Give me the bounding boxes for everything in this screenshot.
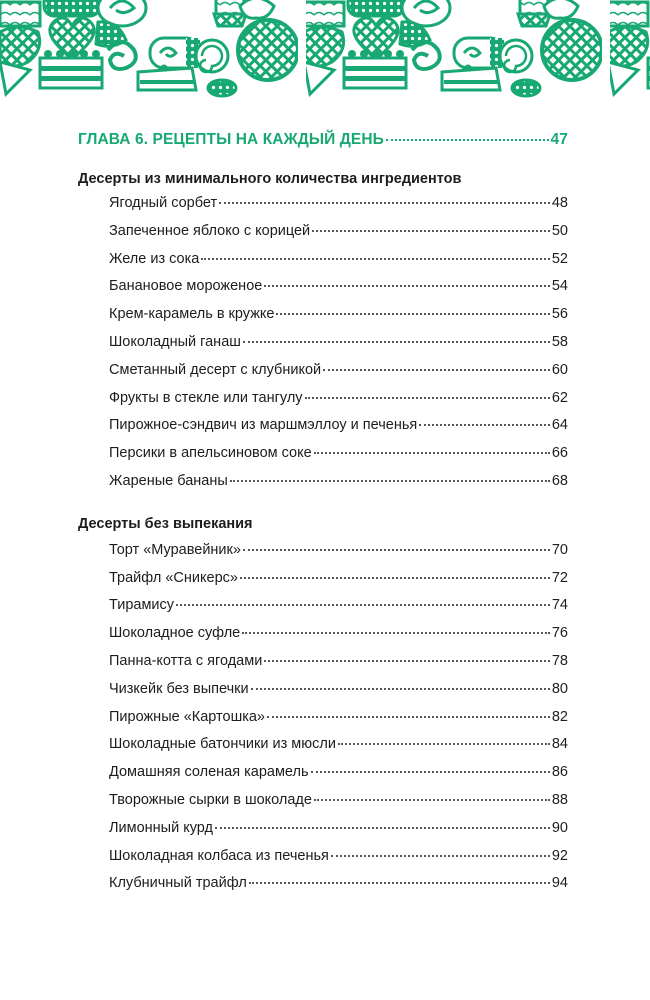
entry-title: Банановое мороженое (109, 278, 263, 295)
entry-page-number: 82 (551, 708, 568, 725)
entry-page-number: 90 (551, 819, 568, 836)
dot-leader (249, 882, 550, 884)
toc-entry[interactable] (109, 848, 568, 876)
toc-entry[interactable] (109, 195, 568, 223)
entry-title: Персики в апельсиновом соке (109, 445, 312, 462)
entry-title: Лимонный курд (109, 819, 213, 836)
toc-entry[interactable] (109, 223, 568, 251)
dot-leader (338, 743, 550, 745)
dot-leader (240, 577, 550, 579)
dot-leader (264, 285, 550, 287)
entry-page-number: 72 (551, 569, 568, 586)
entry-page-number: 60 (551, 361, 568, 378)
entry-page-number: 88 (551, 791, 568, 808)
entry-page-number: 92 (551, 847, 568, 864)
dot-leader (305, 397, 550, 399)
entry-page-number: 86 (551, 764, 568, 781)
entry-page-number: 66 (551, 445, 568, 462)
entry-title: Фрукты в стекле или тангулу (109, 389, 303, 406)
entry-page-number: 76 (551, 625, 568, 642)
entry-title: Пирожные «Картошка» (109, 708, 265, 725)
entry-title: Панна-котта с ягодами (109, 652, 263, 669)
dessert-banner (0, 0, 650, 100)
toc-entry[interactable] (109, 820, 568, 848)
toc-entry[interactable] (109, 278, 568, 306)
entry-title: Клубничный трайфл (109, 875, 247, 892)
entry-page-number: 68 (551, 472, 568, 489)
toc-entry[interactable] (109, 681, 568, 709)
dot-leader (323, 369, 550, 371)
entry-page-number: 50 (551, 222, 568, 239)
toc-entry[interactable] (109, 709, 568, 737)
toc-entry[interactable] (109, 306, 568, 334)
dot-leader (314, 452, 550, 454)
toc-entry[interactable] (109, 251, 568, 279)
toc-entry[interactable] (109, 736, 568, 764)
dot-leader (386, 139, 549, 141)
entry-title: Шоколадный ганаш (109, 333, 241, 350)
dot-leader (276, 313, 549, 315)
entry-page-number: 56 (551, 306, 568, 323)
entry-page-number: 70 (551, 541, 568, 558)
entry-title: Шоколадное суфле (109, 625, 241, 642)
toc-entry[interactable] (109, 417, 568, 445)
dot-leader (242, 632, 550, 634)
section-entries (109, 195, 568, 501)
entry-title: Жареные бананы (109, 472, 228, 489)
table-of-contents (78, 131, 568, 903)
dot-leader (264, 660, 550, 662)
toc-entry[interactable] (109, 570, 568, 598)
dot-leader (201, 258, 550, 260)
dot-leader (219, 202, 550, 204)
entry-title: Тирамису (109, 597, 175, 614)
entry-page-number: 62 (551, 389, 568, 406)
dessert-pattern (0, 0, 650, 100)
dot-leader (312, 230, 550, 232)
entry-title: Шоколадная колбаса из печенья (109, 847, 329, 864)
toc-entry[interactable] (109, 334, 568, 362)
entry-page-number: 58 (551, 333, 568, 350)
entry-page-number: 84 (551, 736, 568, 753)
toc-entry[interactable] (109, 542, 568, 570)
toc-entry[interactable] (109, 362, 568, 390)
entry-title: Домашняя соленая карамель (109, 764, 309, 781)
entry-title: Пирожное-сэндвич из маршмэллоу и печенья (109, 417, 418, 434)
entry-title: Сметанный десерт с клубникой (109, 361, 322, 378)
entry-page-number: 94 (551, 875, 568, 892)
dot-leader (243, 549, 550, 551)
toc-entry[interactable] (109, 597, 568, 625)
section-heading: Десерты без выпекания (78, 515, 253, 532)
toc-entry[interactable] (109, 653, 568, 681)
dot-leader (230, 480, 550, 482)
section-heading: Десерты из минимального количества ингредиентов (78, 171, 462, 187)
entry-page-number: 52 (551, 250, 568, 267)
entry-title: Торт «Муравейник» (109, 541, 241, 558)
entry-title: Запеченное яблоко с корицей (109, 222, 311, 239)
entry-page-number: 80 (551, 680, 568, 697)
toc-entry[interactable] (109, 875, 568, 903)
toc-entry[interactable] (109, 625, 568, 653)
chapter-heading-row[interactable] (78, 131, 568, 155)
entry-page-number: 74 (551, 597, 568, 614)
section-entries (109, 542, 568, 903)
entry-title: Ягодный сорбет (109, 195, 218, 211)
entry-page-number: 64 (551, 417, 568, 434)
dot-leader (251, 688, 550, 690)
entry-page-number: 54 (551, 278, 568, 295)
dot-leader (215, 827, 550, 829)
entry-title: Чизкейк без выпечки (109, 680, 249, 697)
toc-entry[interactable] (109, 764, 568, 792)
entry-title: Трайфл «Сникерс» (109, 569, 238, 586)
dot-leader (331, 855, 550, 857)
entry-title: Крем-карамель в кружке (109, 306, 275, 323)
toc-entry[interactable] (109, 792, 568, 820)
entry-title: Шоколадные батончики из мюсли (109, 736, 336, 753)
dot-leader (176, 604, 550, 606)
entry-page-number: 48 (551, 195, 568, 211)
entry-title: Желе из сока (109, 250, 200, 267)
toc-entry[interactable] (109, 473, 568, 501)
entry-page-number: 78 (551, 652, 568, 669)
dot-leader (314, 799, 550, 801)
toc-entry[interactable] (109, 390, 568, 418)
dot-leader (311, 771, 550, 773)
dot-leader (267, 716, 550, 718)
chapter-title: ГЛАВА 6. РЕЦЕПТЫ НА КАЖДЫЙ ДЕНЬ (78, 131, 384, 148)
dot-leader (419, 424, 550, 426)
dot-leader (243, 341, 550, 343)
toc-entry[interactable] (109, 445, 568, 473)
entry-title: Творожные сырки в шоколаде (109, 791, 312, 808)
chapter-page-number: 47 (550, 131, 568, 148)
